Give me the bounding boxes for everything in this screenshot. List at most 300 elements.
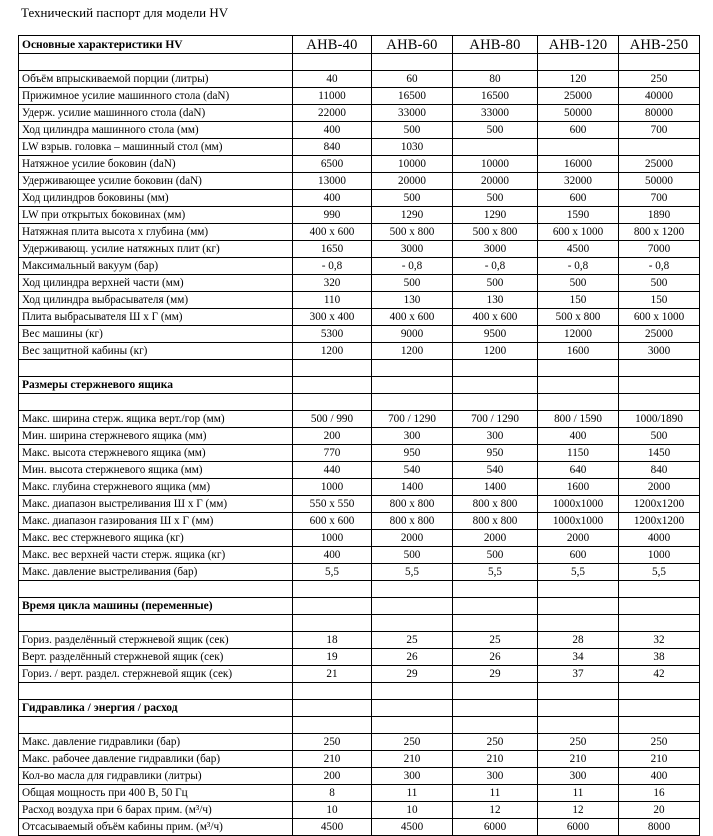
spec-value: 16000 — [538, 156, 619, 173]
spec-label: Удерживающее усилие боковин (daN) — [19, 173, 293, 190]
empty-cell — [619, 683, 700, 700]
spec-label: Ход цилиндра машинного стола (мм) — [19, 122, 293, 139]
spec-value: 40000 — [619, 88, 700, 105]
blank-row — [19, 683, 700, 700]
empty-cell — [293, 598, 372, 615]
spec-value: 840 — [293, 139, 372, 156]
spec-label: Максимальный вакуум (бар) — [19, 258, 293, 275]
empty-cell — [293, 54, 372, 71]
spec-row — [19, 768, 700, 785]
empty-cell — [619, 360, 700, 377]
spec-value: 400 — [293, 122, 372, 139]
spec-value: 1000/1890 — [619, 411, 700, 428]
spec-value: 6500 — [293, 156, 372, 173]
empty-cell — [619, 377, 700, 394]
blank-row — [19, 360, 700, 377]
spec-value: 700 — [619, 122, 700, 139]
spec-value: 150 — [538, 292, 619, 309]
spec-row — [19, 275, 700, 292]
empty-cell — [293, 394, 372, 411]
spec-value: 12 — [453, 802, 538, 819]
spec-value: 550 х 550 — [293, 496, 372, 513]
spec-value: 3000 — [619, 343, 700, 360]
spec-value: 640 — [538, 462, 619, 479]
spec-label: Макс. ширина стерж. ящика верт./гор (мм) — [19, 411, 293, 428]
empty-cell — [453, 717, 538, 734]
spec-label: Вес защитной кабины (кг) — [19, 343, 293, 360]
spec-value: 20 — [619, 802, 700, 819]
section-title: Время цикла машины (переменные) — [19, 598, 293, 615]
spec-value: 250 — [619, 734, 700, 751]
spec-value: 1400 — [453, 479, 538, 496]
spec-label: Прижимное усилие машинного стола (daN) — [19, 88, 293, 105]
spec-value: 210 — [538, 751, 619, 768]
spec-value: 8000 — [619, 819, 700, 836]
spec-value: 500 — [372, 275, 453, 292]
section-header-row — [19, 377, 700, 394]
empty-cell — [453, 615, 538, 632]
spec-value: 32 — [619, 632, 700, 649]
spec-value: 770 — [293, 445, 372, 462]
spec-value: 500 — [372, 122, 453, 139]
spec-value: 210 — [293, 751, 372, 768]
model-column-header: AHB-250 — [619, 36, 700, 54]
spec-value: 1200 — [293, 343, 372, 360]
spec-value: 37 — [538, 666, 619, 683]
spec-value: 500 — [619, 275, 700, 292]
spec-label: LW взрыв. головка – машинный стол (мм) — [19, 139, 293, 156]
spec-value: 25 — [372, 632, 453, 649]
spec-value: 800 х 800 — [372, 513, 453, 530]
empty-cell — [372, 54, 453, 71]
spec-value: 1000 — [293, 479, 372, 496]
spec-value: - 0,8 — [453, 258, 538, 275]
spec-label: Макс. давление гидравлики (бар) — [19, 734, 293, 751]
spec-label: Натяжная плита высота х глубина (мм) — [19, 224, 293, 241]
empty-cell — [293, 700, 372, 717]
spec-value: 8 — [293, 785, 372, 802]
empty-cell — [372, 700, 453, 717]
spec-value: 300 — [453, 768, 538, 785]
spec-value: 2000 — [538, 530, 619, 547]
spec-value: 38 — [619, 649, 700, 666]
model-column-header: AHB-120 — [538, 36, 619, 54]
spec-label: Гориз. разделённый стержневой ящик (сек) — [19, 632, 293, 649]
spec-value: 800 х 800 — [453, 496, 538, 513]
spec-value: 1030 — [372, 139, 453, 156]
spec-row — [19, 496, 700, 513]
empty-cell — [619, 394, 700, 411]
spec-value: 3000 — [372, 241, 453, 258]
spec-value: 800 х 1200 — [619, 224, 700, 241]
empty-cell — [293, 717, 372, 734]
spec-row — [19, 751, 700, 768]
spec-value: - 0,8 — [538, 258, 619, 275]
spec-value: 300 — [453, 428, 538, 445]
blank-row — [19, 54, 700, 71]
spec-row — [19, 785, 700, 802]
empty-cell — [538, 54, 619, 71]
spec-row — [19, 139, 700, 156]
spec-value: 5,5 — [372, 564, 453, 581]
spec-label: Мин. высота стержневого ящика (мм) — [19, 462, 293, 479]
spec-value: 700 — [619, 190, 700, 207]
spec-value: 6000 — [453, 819, 538, 836]
spec-value: 11000 — [293, 88, 372, 105]
spec-value: 250 — [619, 71, 700, 88]
spec-value: 500 — [619, 428, 700, 445]
spec-value: 1600 — [538, 479, 619, 496]
spec-row — [19, 428, 700, 445]
empty-cell — [19, 54, 293, 71]
spec-row — [19, 224, 700, 241]
spec-row — [19, 88, 700, 105]
empty-cell — [538, 377, 619, 394]
spec-label: Макс. вес верхней части стерж. ящика (кг) — [19, 547, 293, 564]
empty-cell — [538, 683, 619, 700]
spec-label: Плита выбрасывателя Ш х Г (мм) — [19, 309, 293, 326]
spec-value: 25000 — [619, 326, 700, 343]
spec-label: Макс. глубина стержневого ящика (мм) — [19, 479, 293, 496]
spec-label: Удерж. усилие машинного стола (daN) — [19, 105, 293, 122]
spec-value: 12000 — [538, 326, 619, 343]
spec-value: 1000 — [619, 547, 700, 564]
spec-value: 5,5 — [293, 564, 372, 581]
section-title: Размеры стержневого ящика — [19, 377, 293, 394]
spec-value: 1200х1200 — [619, 496, 700, 513]
spec-value: 800 х 800 — [372, 496, 453, 513]
spec-value: 130 — [453, 292, 538, 309]
empty-cell — [372, 717, 453, 734]
spec-value: 5300 — [293, 326, 372, 343]
model-column-header: AHB-60 — [372, 36, 453, 54]
spec-value: 600 х 1000 — [619, 309, 700, 326]
spec-value: 29 — [453, 666, 538, 683]
empty-cell — [538, 360, 619, 377]
spec-value: 200 — [293, 768, 372, 785]
spec-value: 400 — [619, 768, 700, 785]
spec-label: Общая мощность при 400 В, 50 Гц — [19, 785, 293, 802]
spec-row — [19, 649, 700, 666]
spec-row — [19, 734, 700, 751]
spec-value: 5,5 — [538, 564, 619, 581]
spec-value: 210 — [372, 751, 453, 768]
spec-value: 13000 — [293, 173, 372, 190]
spec-value: - 0,8 — [293, 258, 372, 275]
spec-value: 600 — [538, 547, 619, 564]
spec-value: 1290 — [453, 207, 538, 224]
empty-cell — [293, 581, 372, 598]
spec-value: 11 — [453, 785, 538, 802]
spec-value: 20000 — [453, 173, 538, 190]
spec-value: 19 — [293, 649, 372, 666]
spec-value: 500 — [453, 275, 538, 292]
spec-row — [19, 122, 700, 139]
spec-value: 400 х 600 — [453, 309, 538, 326]
spec-value: 200 — [293, 428, 372, 445]
empty-cell — [19, 581, 293, 598]
spec-row — [19, 190, 700, 207]
spec-value: 500 — [453, 190, 538, 207]
spec-value: 840 — [619, 462, 700, 479]
spec-value: 400 х 600 — [293, 224, 372, 241]
empty-cell — [293, 360, 372, 377]
spec-value: 210 — [453, 751, 538, 768]
blank-row — [19, 394, 700, 411]
empty-cell — [372, 360, 453, 377]
spec-value: 33000 — [372, 105, 453, 122]
spec-value: 16500 — [453, 88, 538, 105]
spec-value — [538, 139, 619, 156]
spec-value: 1200 — [372, 343, 453, 360]
spec-row — [19, 802, 700, 819]
spec-value: 50000 — [619, 173, 700, 190]
spec-value: 1590 — [538, 207, 619, 224]
empty-cell — [538, 394, 619, 411]
empty-cell — [538, 700, 619, 717]
header-row — [19, 36, 700, 54]
spec-label: Макс. диапазон выстреливания Ш х Г (мм) — [19, 496, 293, 513]
empty-cell — [372, 598, 453, 615]
spec-value: 250 — [453, 734, 538, 751]
spec-value: 60 — [372, 71, 453, 88]
spec-row — [19, 258, 700, 275]
spec-value: 16500 — [372, 88, 453, 105]
spec-value: 300 — [538, 768, 619, 785]
spec-label: Расход воздуха при 6 барах прим. (м³/ч) — [19, 802, 293, 819]
spec-value: 5,5 — [619, 564, 700, 581]
spec-value: 1000 — [293, 530, 372, 547]
spec-value: 1290 — [372, 207, 453, 224]
spec-value: 130 — [372, 292, 453, 309]
spec-label: Кол-во масла для гидравлики (литры) — [19, 768, 293, 785]
spec-value: 10 — [293, 802, 372, 819]
spec-row — [19, 326, 700, 343]
spec-value: 500 — [453, 547, 538, 564]
spec-value: 32000 — [538, 173, 619, 190]
spec-value: 25000 — [538, 88, 619, 105]
spec-value: 11 — [538, 785, 619, 802]
spec-row — [19, 411, 700, 428]
empty-cell — [453, 394, 538, 411]
spec-value: 26 — [453, 649, 538, 666]
empty-cell — [538, 717, 619, 734]
spec-row — [19, 292, 700, 309]
section-header-row — [19, 598, 700, 615]
spec-label: Макс. рабочее давление гидравлики (бар) — [19, 751, 293, 768]
empty-cell — [619, 615, 700, 632]
spec-value: 540 — [453, 462, 538, 479]
spec-row — [19, 343, 700, 360]
spec-label: Макс. давление выстреливания (бар) — [19, 564, 293, 581]
spec-value: 500 — [453, 122, 538, 139]
spec-value: 600 — [538, 190, 619, 207]
spec-value: 9500 — [453, 326, 538, 343]
spec-value: 4500 — [372, 819, 453, 836]
empty-cell — [453, 683, 538, 700]
spec-value: 300 — [372, 428, 453, 445]
spec-value: 800 / 1590 — [538, 411, 619, 428]
spec-value: 9000 — [372, 326, 453, 343]
spec-row — [19, 479, 700, 496]
spec-row — [19, 819, 700, 836]
spec-value: 500 — [372, 190, 453, 207]
spec-value: 500 / 990 — [293, 411, 372, 428]
empty-cell — [372, 683, 453, 700]
spec-value: 50000 — [538, 105, 619, 122]
spec-value: 540 — [372, 462, 453, 479]
spec-value: 500 — [372, 547, 453, 564]
empty-cell — [453, 54, 538, 71]
spec-value: 10000 — [453, 156, 538, 173]
empty-cell — [619, 700, 700, 717]
spec-value: 1650 — [293, 241, 372, 258]
empty-cell — [453, 377, 538, 394]
spec-label: Ход цилиндра выбрасывателя (мм) — [19, 292, 293, 309]
empty-cell — [372, 394, 453, 411]
spec-label: Мин. ширина стержневого ящика (мм) — [19, 428, 293, 445]
spec-value: 800 х 800 — [453, 513, 538, 530]
spec-value: 600 х 1000 — [538, 224, 619, 241]
spec-value: 3000 — [453, 241, 538, 258]
spec-row — [19, 547, 700, 564]
spec-label: Объём впрыскиваемой порции (литры) — [19, 71, 293, 88]
spec-value: 5,5 — [453, 564, 538, 581]
spec-value: 1600 — [538, 343, 619, 360]
spec-value: 1000х1000 — [538, 513, 619, 530]
spec-value: 10 — [372, 802, 453, 819]
spec-value: 500 х 800 — [372, 224, 453, 241]
spec-value: 80000 — [619, 105, 700, 122]
spec-value: 500 х 800 — [538, 309, 619, 326]
empty-cell — [619, 54, 700, 71]
spec-label: Макс. высота стержневого ящика (мм) — [19, 445, 293, 462]
spec-row — [19, 632, 700, 649]
empty-cell — [619, 717, 700, 734]
spec-value: 33000 — [453, 105, 538, 122]
empty-cell — [453, 700, 538, 717]
spec-value: 300 — [372, 768, 453, 785]
spec-value: 950 — [372, 445, 453, 462]
spec-value: 440 — [293, 462, 372, 479]
spec-value: 1150 — [538, 445, 619, 462]
spec-row — [19, 309, 700, 326]
empty-cell — [453, 598, 538, 615]
model-column-header: AHB-80 — [453, 36, 538, 54]
spec-value: 42 — [619, 666, 700, 683]
empty-cell — [19, 394, 293, 411]
empty-cell — [293, 683, 372, 700]
spec-value: - 0,8 — [619, 258, 700, 275]
spec-row — [19, 241, 700, 258]
spec-value: 400 х 600 — [372, 309, 453, 326]
spec-value: 25 — [453, 632, 538, 649]
spec-value: - 0,8 — [372, 258, 453, 275]
spec-label: Верт. разделённый стержневой ящик (сек) — [19, 649, 293, 666]
spec-label: Вес машины (кг) — [19, 326, 293, 343]
spec-value: 11 — [372, 785, 453, 802]
spec-value: 21 — [293, 666, 372, 683]
spec-value: 400 — [293, 190, 372, 207]
spec-value: 210 — [619, 751, 700, 768]
spec-row — [19, 105, 700, 122]
spec-label: Ход цилиндров боковины (мм) — [19, 190, 293, 207]
spec-value: 250 — [372, 734, 453, 751]
empty-cell — [453, 581, 538, 598]
spec-value: 1400 — [372, 479, 453, 496]
spec-row — [19, 564, 700, 581]
spec-value: 990 — [293, 207, 372, 224]
empty-cell — [538, 615, 619, 632]
spec-value: 2000 — [372, 530, 453, 547]
spec-value: 16 — [619, 785, 700, 802]
empty-cell — [619, 581, 700, 598]
empty-cell — [293, 377, 372, 394]
spec-label: Отсасываемый объём кабины прим. (м³/ч) — [19, 819, 293, 836]
empty-cell — [19, 360, 293, 377]
spec-row — [19, 71, 700, 88]
spec-value: 4500 — [538, 241, 619, 258]
empty-cell — [19, 615, 293, 632]
spec-value: 28 — [538, 632, 619, 649]
spec-value: 110 — [293, 292, 372, 309]
spec-value: 250 — [293, 734, 372, 751]
spec-value: 150 — [619, 292, 700, 309]
spec-value: 500 — [538, 275, 619, 292]
empty-cell — [372, 615, 453, 632]
spec-value: 500 х 800 — [453, 224, 538, 241]
spec-value: 400 — [293, 547, 372, 564]
spec-row — [19, 173, 700, 190]
spec-row — [19, 666, 700, 683]
empty-cell — [293, 615, 372, 632]
spec-label: Макс. диапазон газирования Ш х Г (мм) — [19, 513, 293, 530]
spec-value: 6000 — [538, 819, 619, 836]
document-title: Технический паспорт для модели HV — [21, 5, 229, 20]
spec-row — [19, 207, 700, 224]
spec-value: 80 — [453, 71, 538, 88]
spec-value: 2000 — [619, 479, 700, 496]
blank-row — [19, 717, 700, 734]
empty-cell — [538, 598, 619, 615]
spec-value: 10000 — [372, 156, 453, 173]
spec-value: 25000 — [619, 156, 700, 173]
spec-value: 1890 — [619, 207, 700, 224]
spec-label: Удерживающ. усилие натяжных плит (кг) — [19, 241, 293, 258]
empty-cell — [619, 598, 700, 615]
spec-value: 700 / 1290 — [372, 411, 453, 428]
empty-cell — [538, 581, 619, 598]
spec-value: 20000 — [372, 173, 453, 190]
spec-value — [453, 139, 538, 156]
spec-row — [19, 530, 700, 547]
spec-value: 120 — [538, 71, 619, 88]
empty-cell — [453, 360, 538, 377]
spec-label: Натяжное усилие боковин (daN) — [19, 156, 293, 173]
spec-value: 600 — [538, 122, 619, 139]
section-header-row — [19, 700, 700, 717]
spec-value: 950 — [453, 445, 538, 462]
spec-value — [619, 139, 700, 156]
spec-value: 29 — [372, 666, 453, 683]
spec-label: Ход цилиндра верхней части (мм) — [19, 275, 293, 292]
empty-cell — [19, 717, 293, 734]
spec-label: Макс. вес стержневого ящика (кг) — [19, 530, 293, 547]
spec-value: 7000 — [619, 241, 700, 258]
spec-value: 320 — [293, 275, 372, 292]
spec-row — [19, 445, 700, 462]
spec-value: 300 х 400 — [293, 309, 372, 326]
